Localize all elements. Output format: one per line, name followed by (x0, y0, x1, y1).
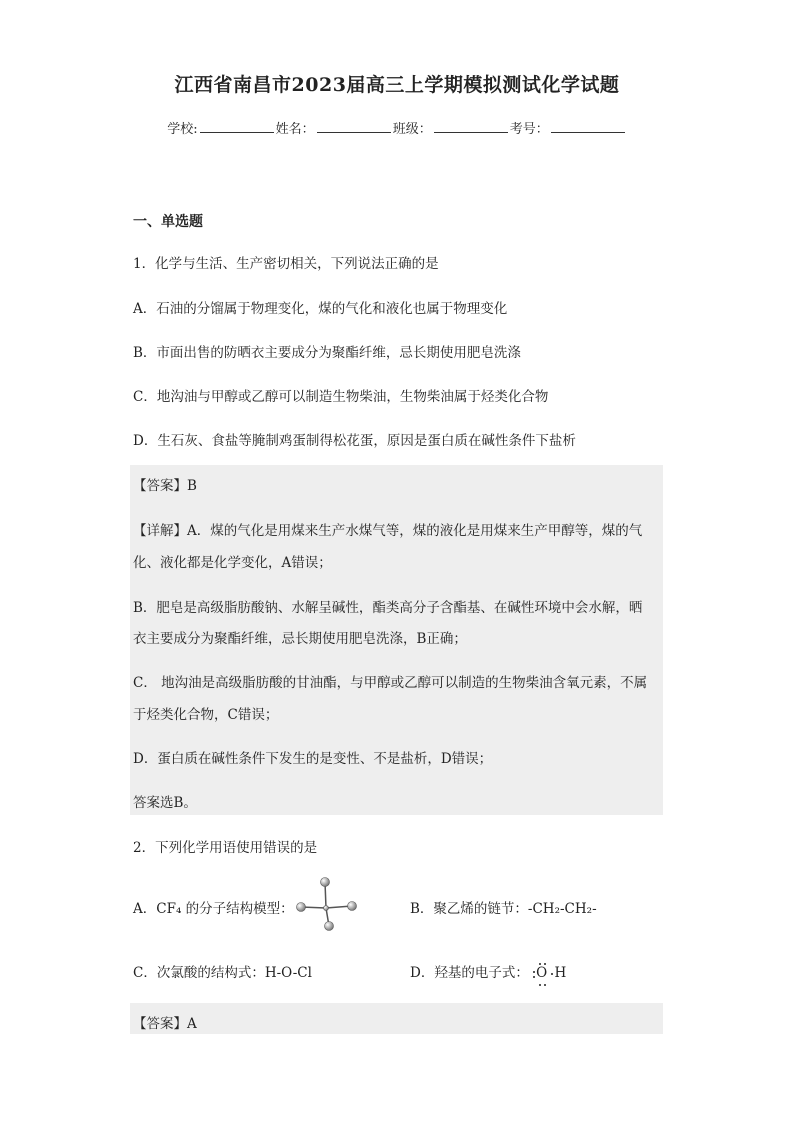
question-1-detail-line: 化、液化都是化学变化，A错误； (133, 555, 332, 571)
question-1-option-b: B．市面出售的防晒衣主要成分为聚酯纤维，忌长期使用肥皂洗涤 (133, 345, 521, 361)
name-label: 姓名： (275, 122, 315, 137)
question-1-detail-line: C． 地沟油是高级脂肪酸的甘油酯，与甲醇或乙醇可以制造的生物柴油含氧元素，不属 (133, 675, 648, 691)
question-2-option-d (410, 961, 566, 981)
question-1-answer: 【答案】B (133, 478, 197, 494)
question-1-detail-line: 【详解】A．煤的气化是用煤来生产水煤气等，煤的液化是用煤来生产甲醇等，煤的气 (133, 523, 643, 539)
exam-number-label: 考号： (509, 122, 549, 137)
question-1-detail-line: 答案选B。 (133, 795, 197, 811)
school-blank[interactable] (200, 120, 274, 133)
name-blank[interactable] (317, 120, 391, 133)
question-1-detail-line: D．蛋白质在碱性条件下发生的是变性、不是盐析，D错误； (133, 751, 493, 767)
question-2-option-d-label: D．羟基的电子式： (410, 965, 529, 981)
question-2-option-c: C．次氯酸的结构式：H-O-Cl (133, 965, 312, 981)
oxygen-symbol: O (536, 965, 548, 981)
question-2-stem: 2．下列化学用语使用错误的是 (133, 840, 318, 856)
question-2-answer-panel (130, 1003, 663, 1034)
question-1-stem: 1．化学与生活、生产密切相关，下列说法正确的是 (133, 256, 439, 272)
question-1-detail-line: 于烃类化合物，C错误； (133, 707, 279, 723)
question-1-option-a: A．石油的分馏属于物理变化，煤的气化和液化也属于物理变化 (133, 301, 508, 317)
question-2-answer: 【答案】A (133, 1016, 197, 1032)
student-info-row (0, 118, 794, 137)
question-1-option-c: C．地沟油与甲醇或乙醇可以制造生物柴油，生物柴油属于烃类化合物 (133, 389, 549, 405)
school-label: 学校: (167, 122, 198, 137)
question-1-detail-line: B．肥皂是高级脂肪酸钠、水解呈碱性，酯类高分子含酯基、在碱性环境中会水解，晒 (133, 600, 643, 616)
question-1-option-d: D．生石灰、食盐等腌制鸡蛋制得松花蛋，原因是蛋白质在碱性条件下盐析 (133, 433, 576, 449)
question-1-detail-line: 衣主要成分为聚酯纤维，忌长期使用肥皂洗涤，B正确； (133, 631, 467, 647)
exam-number-blank[interactable] (551, 120, 625, 133)
hydrogen-symbol: H (554, 965, 567, 981)
section-title: 一、单选题 (133, 214, 203, 230)
hydroxyl-electron-formula (533, 965, 550, 981)
page-title: 江西省南昌市2023届高三上学期模拟测试化学试题 (174, 74, 620, 96)
cf4-ball-model-icon (292, 874, 362, 934)
class-label: 班级： (392, 122, 432, 137)
question-2-option-b: B．聚乙烯的链节：-CH₂-CH₂- (410, 901, 597, 917)
class-blank[interactable] (434, 120, 508, 133)
question-2-option-a: A．CF₄ 的分子结构模型： (133, 901, 294, 917)
